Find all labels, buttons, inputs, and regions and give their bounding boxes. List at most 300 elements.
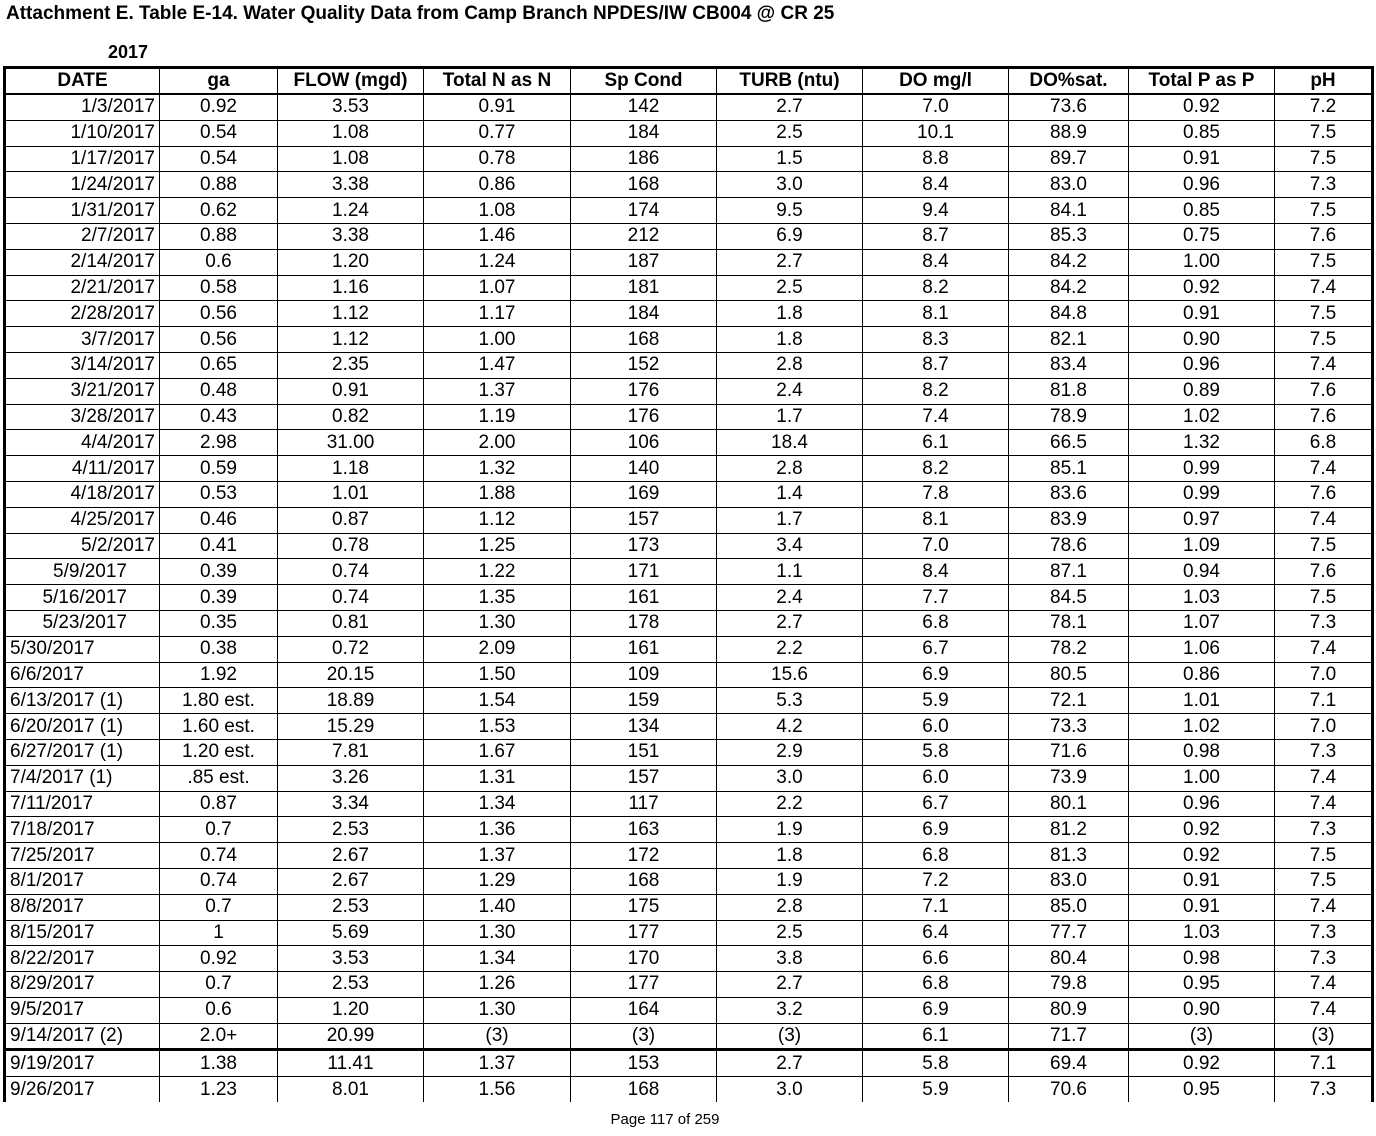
cell-do: 6.9 <box>863 817 1009 843</box>
table-row <box>5 946 1373 972</box>
year-label: 2017 <box>108 42 149 62</box>
cell-do-sat: 77.7 <box>1009 920 1129 946</box>
cell-do: 5.9 <box>863 688 1009 714</box>
column-header-do-sat: DO%sat. <box>1009 68 1129 95</box>
cell-ph: 7.5 <box>1275 843 1373 869</box>
cell-total-n: 1.22 <box>424 559 571 585</box>
cell-total-p: 1.00 <box>1129 249 1275 275</box>
cell-total-p: 0.91 <box>1129 868 1275 894</box>
cell-total-n: 1.26 <box>424 972 571 998</box>
cell-total-p: 1.03 <box>1129 920 1275 946</box>
cell-do-sat: 78.6 <box>1009 533 1129 559</box>
cell-sp-cond: 168 <box>571 868 717 894</box>
cell-turb: 2.2 <box>717 791 863 817</box>
cell-total-p: 0.91 <box>1129 894 1275 920</box>
cell-turb: 6.9 <box>717 223 863 249</box>
cell-turb: 2.7 <box>717 972 863 998</box>
cell-do-sat: 85.3 <box>1009 223 1129 249</box>
cell-do-sat: 78.2 <box>1009 636 1129 662</box>
cell-do-sat: 80.5 <box>1009 662 1129 688</box>
cell-sp-cond: (3) <box>571 1023 717 1050</box>
cell-flow: 2.53 <box>278 817 424 843</box>
cell-do: 8.4 <box>863 249 1009 275</box>
cell-flow: 3.38 <box>278 223 424 249</box>
cell-ph: 7.4 <box>1275 352 1373 378</box>
cell-do: 8.1 <box>863 301 1009 327</box>
cell-flow: 2.53 <box>278 972 424 998</box>
cell-total-p: 1.32 <box>1129 430 1275 456</box>
cell-ph: 7.1 <box>1275 1050 1373 1077</box>
cell-total-p: 0.90 <box>1129 997 1275 1023</box>
cell-date: 4/4/2017 <box>5 430 160 456</box>
cell-ph: 7.4 <box>1275 275 1373 301</box>
cell-total-p: 0.98 <box>1129 739 1275 765</box>
cell-do: 7.8 <box>863 481 1009 507</box>
cell-sp-cond: 106 <box>571 430 717 456</box>
cell-ph: 7.6 <box>1275 481 1373 507</box>
water-quality-table <box>3 66 1374 1102</box>
cell-ga: 0.6 <box>160 249 278 275</box>
cell-do: 7.2 <box>863 868 1009 894</box>
table-row <box>5 198 1373 224</box>
table-body <box>5 94 1373 1102</box>
cell-total-n: 1.53 <box>424 714 571 740</box>
cell-date: 2/21/2017 <box>5 275 160 301</box>
cell-sp-cond: 163 <box>571 817 717 843</box>
cell-do-sat: 83.0 <box>1009 868 1129 894</box>
cell-turb: 2.8 <box>717 456 863 482</box>
cell-do: 6.7 <box>863 636 1009 662</box>
cell-total-p: 0.99 <box>1129 481 1275 507</box>
cell-ph: 7.4 <box>1275 456 1373 482</box>
cell-do-sat: 71.7 <box>1009 1023 1129 1050</box>
cell-flow: 11.41 <box>278 1050 424 1077</box>
cell-sp-cond: 178 <box>571 610 717 636</box>
cell-do: 6.1 <box>863 430 1009 456</box>
cell-flow: 1.20 <box>278 997 424 1023</box>
cell-total-p: 0.92 <box>1129 275 1275 301</box>
cell-total-p: (3) <box>1129 1023 1275 1050</box>
cell-ph: 7.5 <box>1275 198 1373 224</box>
cell-total-n: 1.34 <box>424 791 571 817</box>
cell-total-n: 1.47 <box>424 352 571 378</box>
table-row <box>5 1023 1373 1050</box>
table-row <box>5 894 1373 920</box>
table-row <box>5 533 1373 559</box>
cell-ph: 7.3 <box>1275 817 1373 843</box>
table-row <box>5 456 1373 482</box>
cell-ga: 0.92 <box>160 94 278 120</box>
table-row <box>5 301 1373 327</box>
cell-total-p: 0.95 <box>1129 972 1275 998</box>
cell-ga: 0.43 <box>160 404 278 430</box>
cell-do-sat: 85.0 <box>1009 894 1129 920</box>
cell-do: 10.1 <box>863 120 1009 146</box>
table-row <box>5 765 1373 791</box>
table-row <box>5 739 1373 765</box>
cell-sp-cond: 172 <box>571 843 717 869</box>
cell-date: 3/7/2017 <box>5 327 160 353</box>
cell-turb: 2.2 <box>717 636 863 662</box>
cell-date: 9/14/2017 (2) <box>5 1023 160 1050</box>
cell-ga: 1 <box>160 920 278 946</box>
cell-turb: 2.7 <box>717 610 863 636</box>
cell-sp-cond: 164 <box>571 997 717 1023</box>
cell-do-sat: 83.9 <box>1009 507 1129 533</box>
cell-turb: 2.7 <box>717 249 863 275</box>
cell-ga: .85 est. <box>160 765 278 791</box>
cell-ph: 7.5 <box>1275 249 1373 275</box>
cell-sp-cond: 140 <box>571 456 717 482</box>
cell-do-sat: 85.1 <box>1009 456 1129 482</box>
cell-sp-cond: 142 <box>571 94 717 120</box>
cell-turb: 3.0 <box>717 172 863 198</box>
cell-ga: 0.88 <box>160 172 278 198</box>
cell-total-p: 0.91 <box>1129 301 1275 327</box>
cell-total-n: 1.12 <box>424 507 571 533</box>
column-header-turb: TURB (ntu) <box>717 68 863 95</box>
cell-ph: 7.6 <box>1275 378 1373 404</box>
cell-ga: 0.7 <box>160 894 278 920</box>
cell-flow: 0.74 <box>278 585 424 611</box>
cell-turb: 1.8 <box>717 327 863 353</box>
cell-date: 5/9/2017 <box>5 559 160 585</box>
cell-sp-cond: 109 <box>571 662 717 688</box>
cell-ph: 7.5 <box>1275 301 1373 327</box>
cell-date: 1/3/2017 <box>5 94 160 120</box>
table-row <box>5 817 1373 843</box>
cell-total-p: 0.94 <box>1129 559 1275 585</box>
cell-ph: 7.4 <box>1275 972 1373 998</box>
cell-flow: 1.01 <box>278 481 424 507</box>
cell-do-sat: 80.9 <box>1009 997 1129 1023</box>
table-row <box>5 146 1373 172</box>
cell-ph: 7.4 <box>1275 636 1373 662</box>
cell-flow: 0.78 <box>278 533 424 559</box>
cell-date: 5/2/2017 <box>5 533 160 559</box>
cell-sp-cond: 181 <box>571 275 717 301</box>
cell-sp-cond: 184 <box>571 301 717 327</box>
cell-do-sat: 66.5 <box>1009 430 1129 456</box>
cell-flow: 20.99 <box>278 1023 424 1050</box>
cell-total-p: 0.75 <box>1129 223 1275 249</box>
cell-date: 2/7/2017 <box>5 223 160 249</box>
cell-do: 7.1 <box>863 894 1009 920</box>
cell-ga: 0.87 <box>160 791 278 817</box>
cell-turb: 2.5 <box>717 920 863 946</box>
page-number: Page 117 of 259 <box>610 1111 720 1128</box>
cell-flow: 0.82 <box>278 404 424 430</box>
cell-do-sat: 79.8 <box>1009 972 1129 998</box>
cell-ph: 7.4 <box>1275 894 1373 920</box>
cell-total-p: 1.02 <box>1129 404 1275 430</box>
table-row <box>5 352 1373 378</box>
cell-date: 3/28/2017 <box>5 404 160 430</box>
cell-flow: 1.08 <box>278 120 424 146</box>
cell-total-p: 0.95 <box>1129 1077 1275 1102</box>
cell-total-p: 0.86 <box>1129 662 1275 688</box>
cell-turb: 1.9 <box>717 817 863 843</box>
table-row <box>5 559 1373 585</box>
cell-total-p: 0.90 <box>1129 327 1275 353</box>
cell-do: 6.4 <box>863 920 1009 946</box>
cell-ph: 7.3 <box>1275 1077 1373 1102</box>
table-row <box>5 1050 1373 1077</box>
cell-do-sat: 71.6 <box>1009 739 1129 765</box>
cell-flow: 0.81 <box>278 610 424 636</box>
cell-do-sat: 80.4 <box>1009 946 1129 972</box>
cell-sp-cond: 159 <box>571 688 717 714</box>
cell-ga: 0.58 <box>160 275 278 301</box>
cell-sp-cond: 161 <box>571 636 717 662</box>
cell-ph: 7.4 <box>1275 507 1373 533</box>
cell-ph: 7.0 <box>1275 662 1373 688</box>
cell-total-n: 1.30 <box>424 610 571 636</box>
cell-turb: 2.7 <box>717 94 863 120</box>
cell-total-p: 0.92 <box>1129 1050 1275 1077</box>
cell-do: 6.9 <box>863 662 1009 688</box>
cell-do: 8.2 <box>863 275 1009 301</box>
cell-total-n: 1.46 <box>424 223 571 249</box>
cell-total-n: 1.24 <box>424 249 571 275</box>
cell-flow: 1.18 <box>278 456 424 482</box>
table-row <box>5 636 1373 662</box>
cell-total-p: 0.96 <box>1129 172 1275 198</box>
cell-date: 7/4/2017 (1) <box>5 765 160 791</box>
cell-total-p: 1.06 <box>1129 636 1275 662</box>
table-row <box>5 843 1373 869</box>
cell-date: 5/23/2017 <box>5 610 160 636</box>
cell-do: 8.1 <box>863 507 1009 533</box>
cell-ph: 7.3 <box>1275 172 1373 198</box>
cell-date: 8/29/2017 <box>5 972 160 998</box>
cell-total-n: 1.31 <box>424 765 571 791</box>
cell-ga: 0.56 <box>160 327 278 353</box>
cell-total-n: 1.67 <box>424 739 571 765</box>
table-row <box>5 610 1373 636</box>
cell-date: 1/31/2017 <box>5 198 160 224</box>
cell-sp-cond: 187 <box>571 249 717 275</box>
cell-total-n: 1.17 <box>424 301 571 327</box>
table-row <box>5 223 1373 249</box>
cell-sp-cond: 153 <box>571 1050 717 1077</box>
cell-sp-cond: 174 <box>571 198 717 224</box>
table-row <box>5 868 1373 894</box>
cell-do: 8.7 <box>863 352 1009 378</box>
cell-turb: 1.5 <box>717 146 863 172</box>
cell-ga: 0.59 <box>160 456 278 482</box>
cell-flow: 3.53 <box>278 94 424 120</box>
cell-flow: 3.26 <box>278 765 424 791</box>
table-row <box>5 920 1373 946</box>
cell-total-p: 0.99 <box>1129 456 1275 482</box>
cell-sp-cond: 173 <box>571 533 717 559</box>
cell-total-n: 1.88 <box>424 481 571 507</box>
cell-ph: 7.3 <box>1275 946 1373 972</box>
cell-date: 3/21/2017 <box>5 378 160 404</box>
cell-ga: 1.80 est. <box>160 688 278 714</box>
cell-date: 5/16/2017 <box>5 585 160 611</box>
cell-ga: 0.74 <box>160 843 278 869</box>
cell-flow: 31.00 <box>278 430 424 456</box>
cell-sp-cond: 134 <box>571 714 717 740</box>
cell-do: 5.8 <box>863 1050 1009 1077</box>
cell-do-sat: 81.3 <box>1009 843 1129 869</box>
cell-ph: 7.5 <box>1275 146 1373 172</box>
table-header-row <box>5 68 1373 95</box>
cell-do: 6.1 <box>863 1023 1009 1050</box>
cell-total-n: 0.77 <box>424 120 571 146</box>
table-row <box>5 714 1373 740</box>
cell-flow: 2.53 <box>278 894 424 920</box>
cell-total-p: 0.92 <box>1129 843 1275 869</box>
cell-total-n: 2.09 <box>424 636 571 662</box>
cell-ga: 0.56 <box>160 301 278 327</box>
cell-total-p: 1.02 <box>1129 714 1275 740</box>
cell-ga: 0.62 <box>160 198 278 224</box>
cell-turb: 1.9 <box>717 868 863 894</box>
cell-sp-cond: 176 <box>571 404 717 430</box>
cell-turb: 2.4 <box>717 585 863 611</box>
cell-date: 2/14/2017 <box>5 249 160 275</box>
cell-total-p: 0.92 <box>1129 94 1275 120</box>
cell-date: 9/5/2017 <box>5 997 160 1023</box>
table-row <box>5 662 1373 688</box>
cell-sp-cond: 186 <box>571 146 717 172</box>
table-row <box>5 404 1373 430</box>
cell-ph: 7.4 <box>1275 791 1373 817</box>
cell-total-p: 0.85 <box>1129 120 1275 146</box>
table-row <box>5 688 1373 714</box>
cell-turb: 3.4 <box>717 533 863 559</box>
cell-turb: 3.0 <box>717 1077 863 1102</box>
cell-total-n: 1.19 <box>424 404 571 430</box>
cell-sp-cond: 161 <box>571 585 717 611</box>
cell-turb: 1.8 <box>717 301 863 327</box>
cell-flow: 20.15 <box>278 662 424 688</box>
cell-turb: 2.4 <box>717 378 863 404</box>
cell-ph: 7.3 <box>1275 739 1373 765</box>
cell-ga: 1.38 <box>160 1050 278 1077</box>
cell-total-n: (3) <box>424 1023 571 1050</box>
cell-total-p: 0.96 <box>1129 352 1275 378</box>
cell-date: 8/22/2017 <box>5 946 160 972</box>
table-row <box>5 327 1373 353</box>
column-header-do: DO mg/l <box>863 68 1009 95</box>
cell-do: 8.3 <box>863 327 1009 353</box>
cell-ga: 0.7 <box>160 817 278 843</box>
cell-ph: 7.3 <box>1275 610 1373 636</box>
cell-sp-cond: 170 <box>571 946 717 972</box>
cell-do-sat: 83.6 <box>1009 481 1129 507</box>
cell-turb: 1.4 <box>717 481 863 507</box>
cell-date: 5/30/2017 <box>5 636 160 662</box>
cell-turb: 2.5 <box>717 275 863 301</box>
cell-sp-cond: 168 <box>571 1077 717 1102</box>
cell-do-sat: 81.2 <box>1009 817 1129 843</box>
cell-date: 2/28/2017 <box>5 301 160 327</box>
cell-flow: 1.08 <box>278 146 424 172</box>
column-header-date: DATE <box>5 68 160 95</box>
cell-date: 7/18/2017 <box>5 817 160 843</box>
cell-do: 6.8 <box>863 843 1009 869</box>
cell-total-p: 1.01 <box>1129 688 1275 714</box>
cell-ga: 0.48 <box>160 378 278 404</box>
cell-sp-cond: 177 <box>571 920 717 946</box>
cell-sp-cond: 177 <box>571 972 717 998</box>
cell-ga: 0.46 <box>160 507 278 533</box>
table-row <box>5 972 1373 998</box>
cell-date: 4/25/2017 <box>5 507 160 533</box>
column-header-total-n: Total N as N <box>424 68 571 95</box>
cell-total-n: 0.78 <box>424 146 571 172</box>
table-row <box>5 275 1373 301</box>
cell-do-sat: 69.4 <box>1009 1050 1129 1077</box>
cell-ph: 7.6 <box>1275 404 1373 430</box>
cell-turb: 1.8 <box>717 843 863 869</box>
cell-total-n: 1.25 <box>424 533 571 559</box>
cell-ga: 0.41 <box>160 533 278 559</box>
cell-turb: 3.2 <box>717 997 863 1023</box>
cell-turb: 3.0 <box>717 765 863 791</box>
cell-do-sat: 83.0 <box>1009 172 1129 198</box>
cell-flow: 0.91 <box>278 378 424 404</box>
cell-ph: 7.5 <box>1275 327 1373 353</box>
cell-flow: 2.67 <box>278 843 424 869</box>
cell-turb: 15.6 <box>717 662 863 688</box>
cell-flow: 7.81 <box>278 739 424 765</box>
cell-date: 8/8/2017 <box>5 894 160 920</box>
cell-do-sat: 84.5 <box>1009 585 1129 611</box>
cell-flow: 2.67 <box>278 868 424 894</box>
cell-flow: 8.01 <box>278 1077 424 1102</box>
cell-do: 6.7 <box>863 791 1009 817</box>
cell-date: 1/24/2017 <box>5 172 160 198</box>
cell-total-n: 1.30 <box>424 920 571 946</box>
cell-do: 8.2 <box>863 378 1009 404</box>
cell-turb: 9.5 <box>717 198 863 224</box>
table-row <box>5 791 1373 817</box>
cell-ph: 7.6 <box>1275 559 1373 585</box>
cell-flow: 18.89 <box>278 688 424 714</box>
column-header-ph: pH <box>1275 68 1373 95</box>
cell-do-sat: 89.7 <box>1009 146 1129 172</box>
cell-ga: 0.35 <box>160 610 278 636</box>
cell-ph: 7.2 <box>1275 94 1373 120</box>
cell-turb: 2.9 <box>717 739 863 765</box>
cell-do-sat: 73.9 <box>1009 765 1129 791</box>
cell-flow: 1.12 <box>278 301 424 327</box>
cell-ph: 7.5 <box>1275 585 1373 611</box>
cell-flow: 0.72 <box>278 636 424 662</box>
cell-ph: 7.6 <box>1275 223 1373 249</box>
cell-total-n: 1.00 <box>424 327 571 353</box>
cell-total-n: 1.07 <box>424 275 571 301</box>
cell-total-n: 1.37 <box>424 843 571 869</box>
cell-do-sat: 84.8 <box>1009 301 1129 327</box>
column-header-ga: ga <box>160 68 278 95</box>
cell-date: 8/1/2017 <box>5 868 160 894</box>
cell-total-n: 1.37 <box>424 1050 571 1077</box>
cell-sp-cond: 212 <box>571 223 717 249</box>
table-row <box>5 507 1373 533</box>
cell-do-sat: 82.1 <box>1009 327 1129 353</box>
cell-turb: 5.3 <box>717 688 863 714</box>
cell-flow: 1.24 <box>278 198 424 224</box>
column-header-sp-cond: Sp Cond <box>571 68 717 95</box>
cell-do: 7.7 <box>863 585 1009 611</box>
cell-do: 7.4 <box>863 404 1009 430</box>
